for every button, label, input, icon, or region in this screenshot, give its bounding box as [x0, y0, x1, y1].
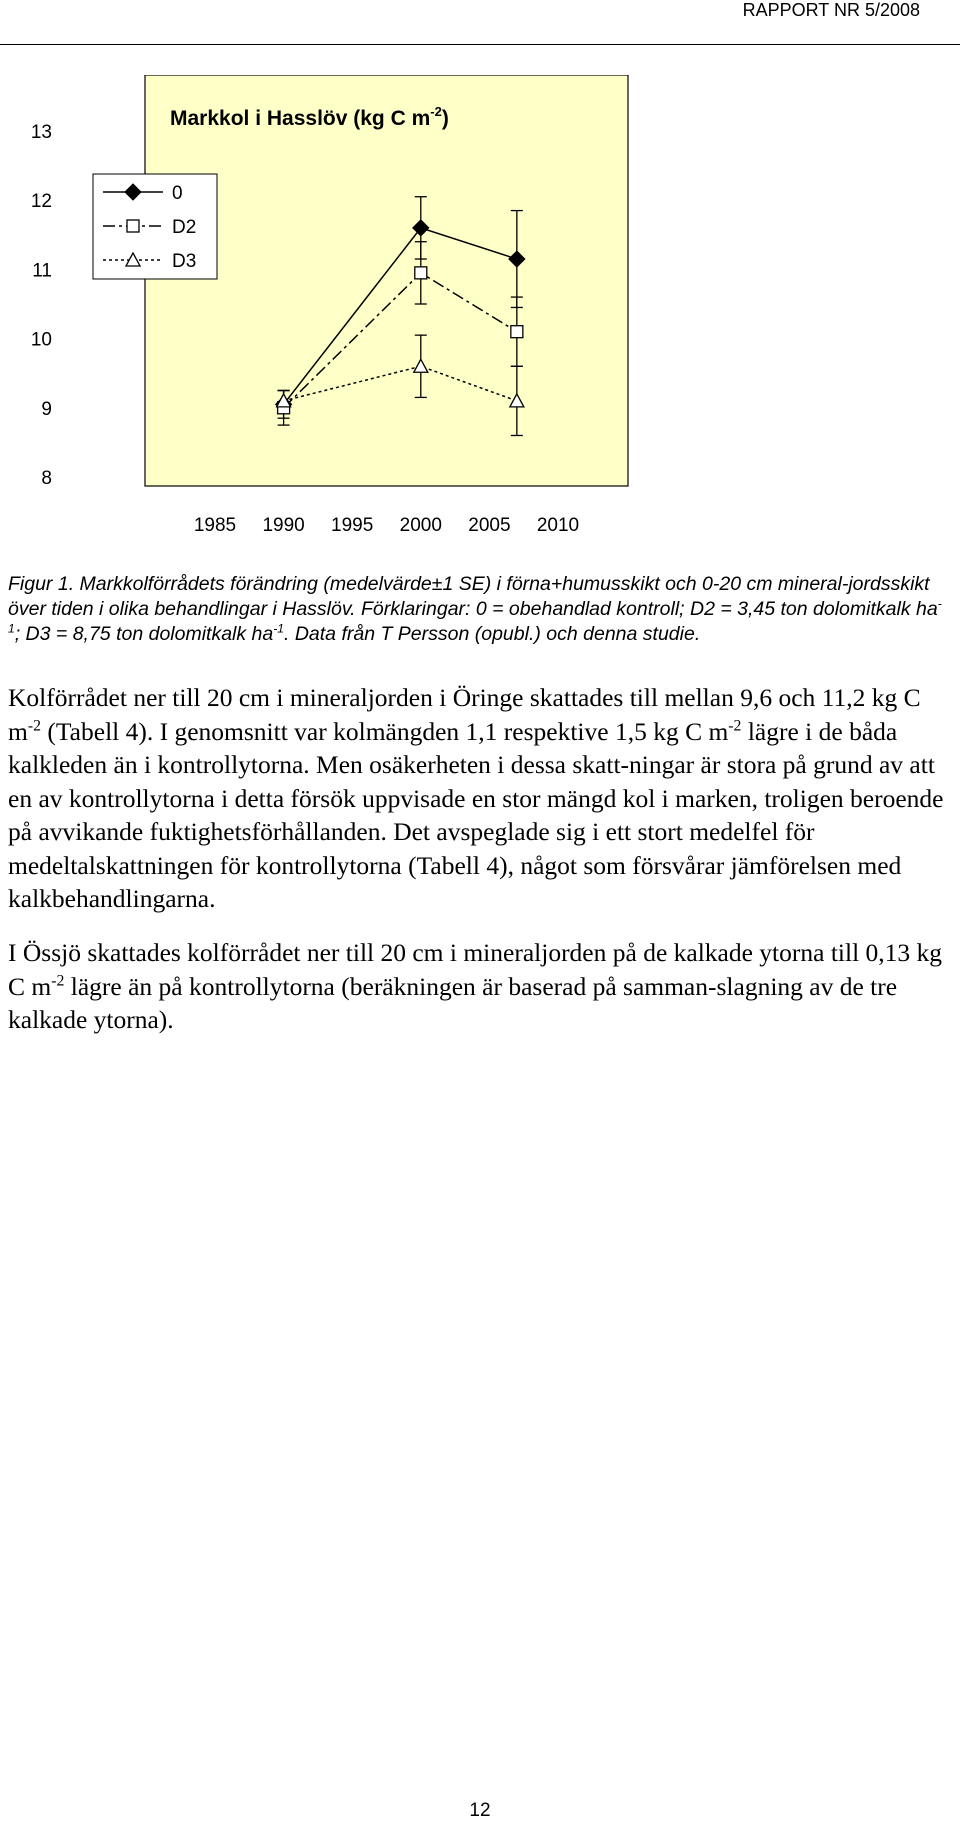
figure-caption: Figur 1. Markkolförrådets förändring (medelvärde±1 SE) i förna+humusskikt och 0-20 cm mineral-jordsskikt över tiden i olika behandlingar i Hasslöv. Förklaringar: 0 = obehandlad kontroll; D2 = 3,45 ton dolomitkalk $ha^{-1}$; D3 = 8,75 ton dolomitkalk $ha^{-1}$. Data från T Persson (opubl.) och denna studie. [8, 573, 942, 645]
body-paragraph-1: Kolförrådet ner till 20 cm i mineraljorden i Öringe skattades till mellan 9,6 och 11,2 kg C $m^{-2}$ (Tabell 4). I genomsnitt var kolmängden 1,1 respektive 1,5 kg C $m^{-2}$ lägre i de båda kalkleden än i kontrollytorna. Men osäkerheten i dessa skatt-ningar är stora på grund av att en av kontrollytorna i detta försök uppvisade en stor mängd kol i marken, troligen beroende på avvikande fuktighetsförhållanden. Det avspeglade sig i ett stort medelfel för medeltalskattningen för kontrollytorna (Tabell 4), något som försvårar jämförelsen med kalkbehandlingarna. [8, 683, 944, 913]
y-tick-label: 9 [41, 398, 52, 420]
chart-title: Markkol i Hasslöv (kg C $m^{-2}$) [170, 104, 449, 130]
plot-area [145, 75, 628, 486]
body-paragraph-2: I Össjö skattades kolförrådet ner till 20 cm i mineraljorden på de kalkade ytorna till 0,13 kg C $m^{-2}$ lägre än på kontrollytorna (beräkningen är baserad på samman-slagning av de tre kalkade ytorna). [8, 938, 943, 1034]
x-tick-label: 1990 [262, 515, 305, 536]
legend-label: D3 [172, 251, 197, 272]
x-axis-ticks [194, 515, 579, 536]
soil-carbon-chart [0, 75, 960, 555]
x-tick-label: 2005 [468, 515, 511, 536]
y-tick-label: 12 [30, 191, 52, 213]
data-point [415, 267, 427, 279]
y-tick-label: 13 [30, 122, 52, 143]
x-tick-label: 2010 [536, 515, 580, 536]
y-tick-label: 10 [30, 329, 52, 351]
x-tick-label: 1985 [193, 515, 237, 536]
report-number: RAPPORT NR 5/2008 [742, 0, 920, 20]
legend-label: D2 [172, 217, 197, 238]
y-axis-ticks [31, 122, 52, 489]
legend-marker [127, 220, 139, 232]
x-tick-label: 1995 [331, 515, 374, 536]
y-tick-label: 8 [41, 468, 52, 489]
x-tick-label: 2000 [399, 515, 442, 536]
page-header [0, 0, 960, 45]
y-tick-label: 11 [32, 260, 52, 282]
data-point [511, 326, 523, 338]
legend [93, 174, 217, 279]
page-number: 12 [469, 1800, 491, 1821]
legend-label: 0 [172, 183, 183, 204]
